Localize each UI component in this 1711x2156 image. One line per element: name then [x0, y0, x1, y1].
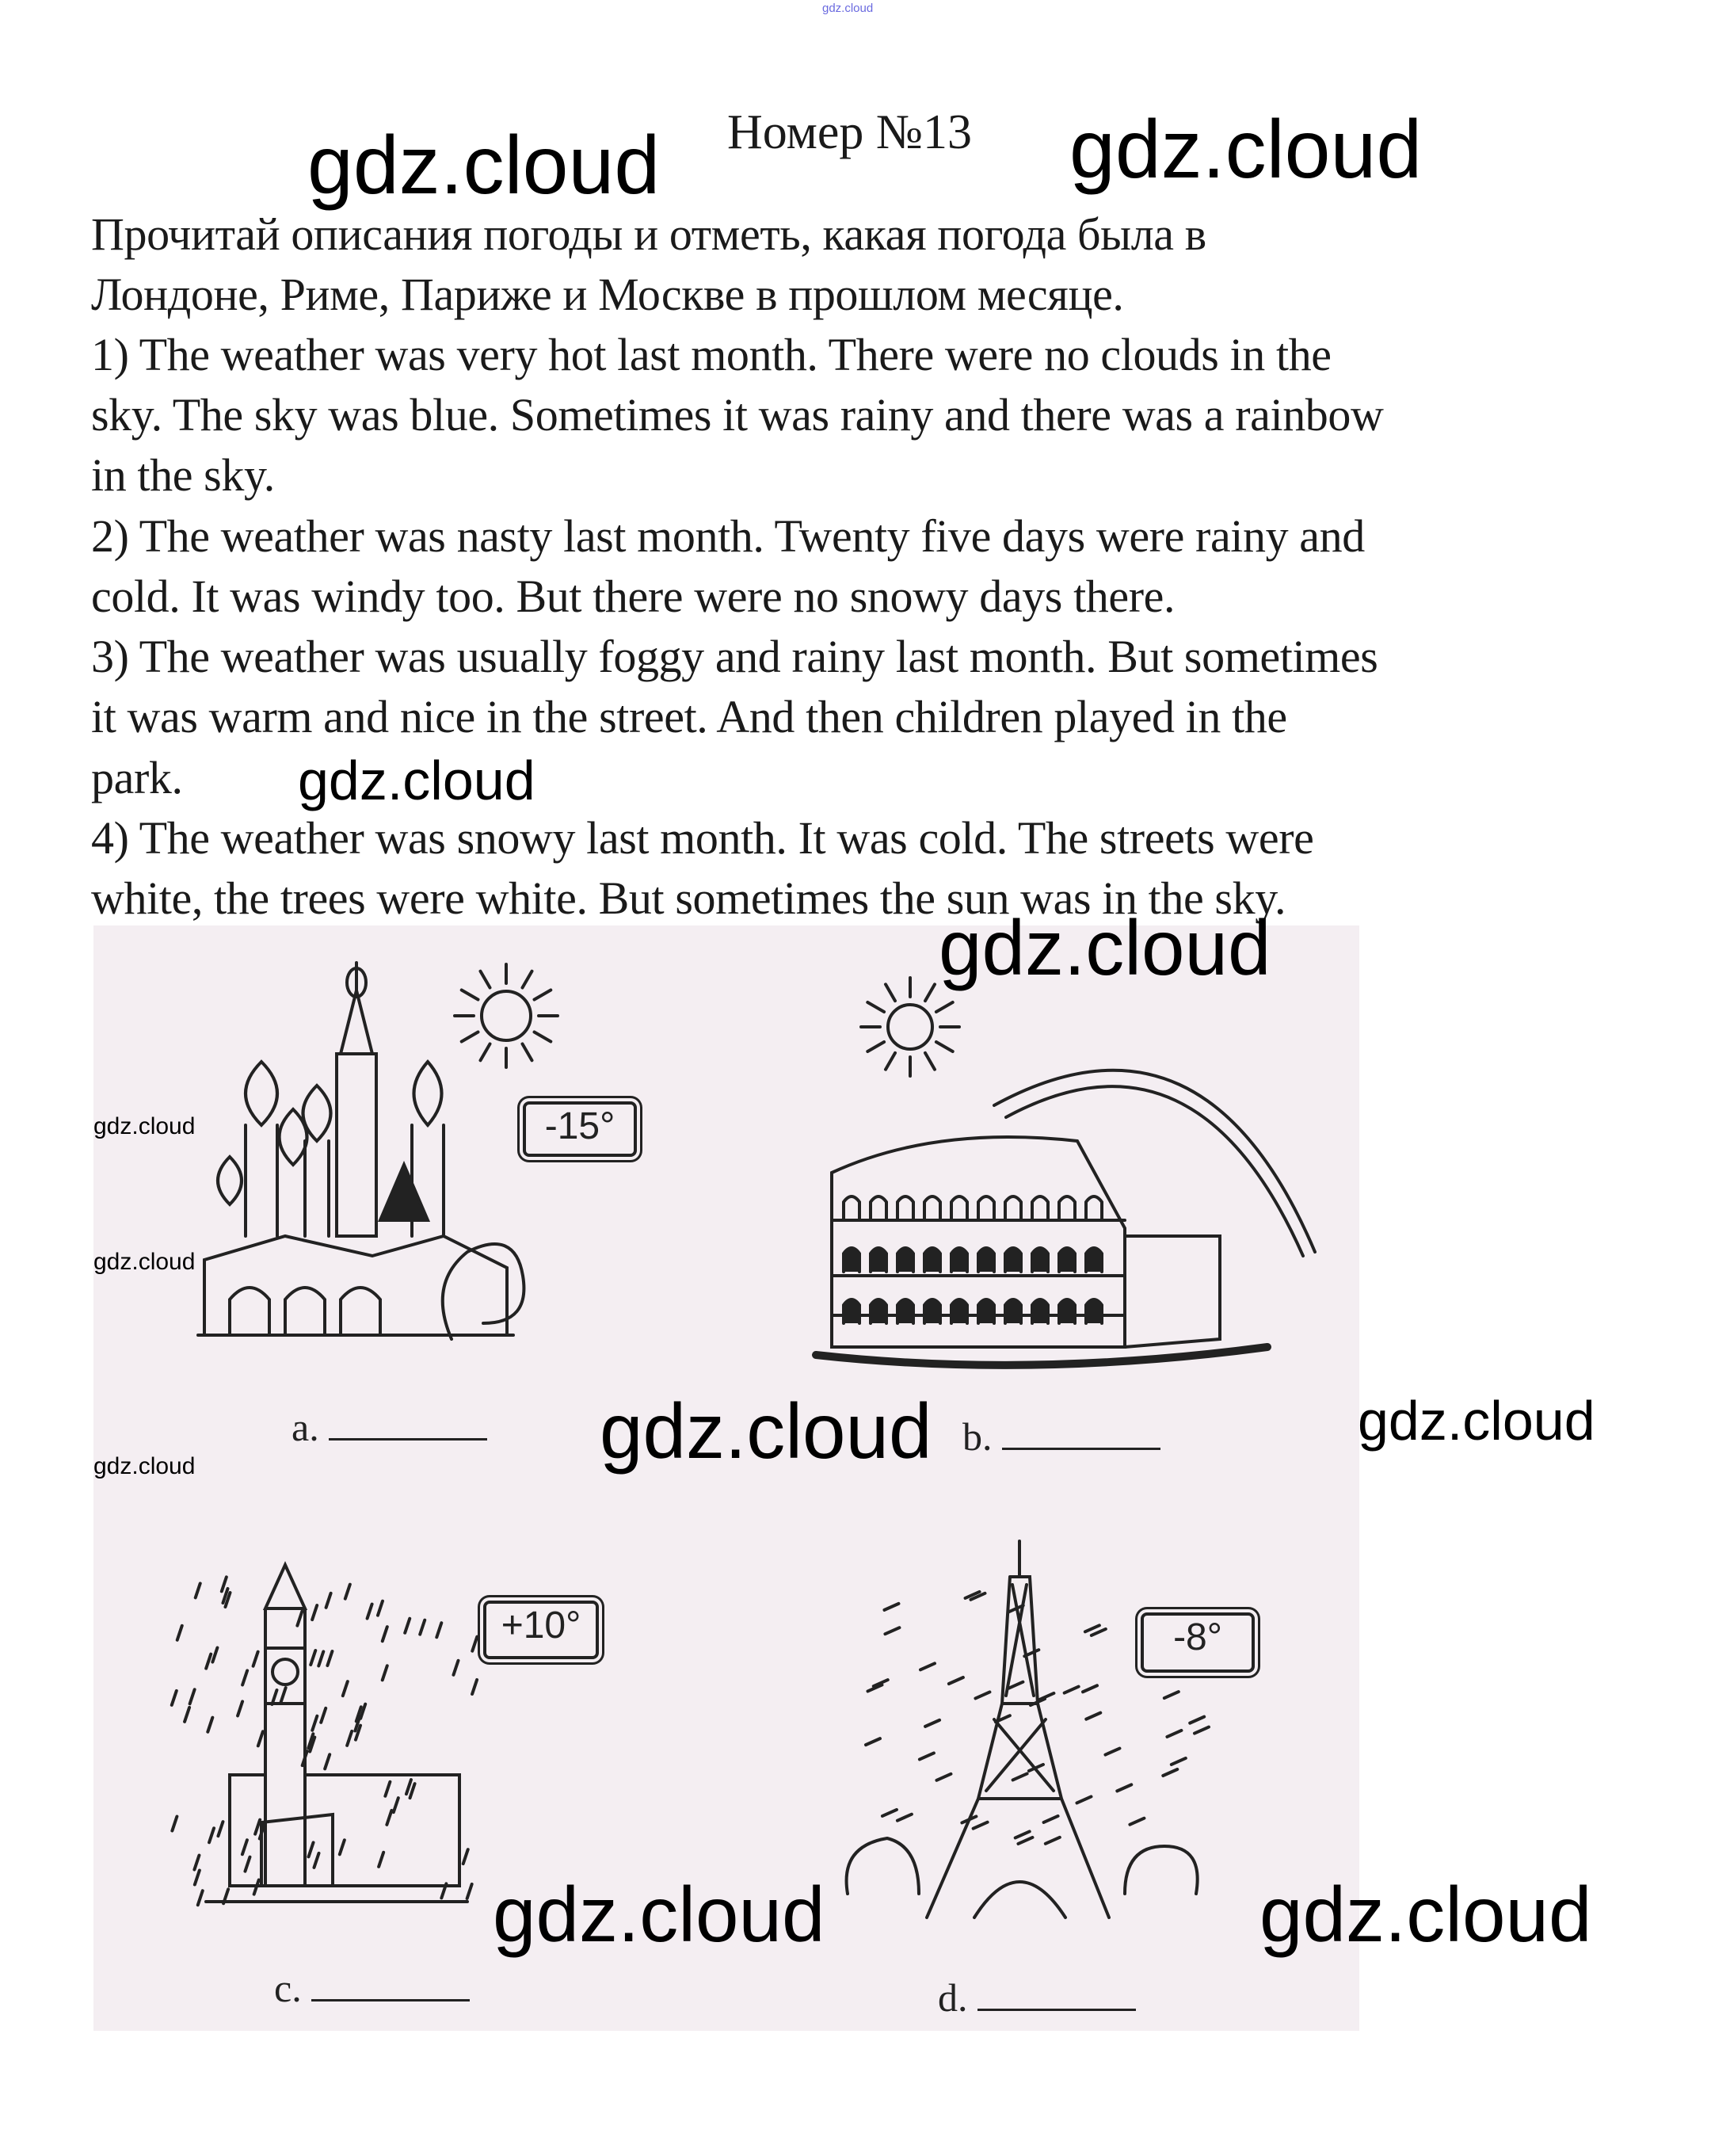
watermark: gdz.cloud — [93, 1113, 196, 1139]
colosseum-arch — [951, 1248, 967, 1272]
label-c: c. — [274, 1966, 302, 2010]
description-3-line: it was warm and nice in the street. And then children played in the — [91, 691, 1287, 742]
colosseum-arch — [1032, 1299, 1048, 1323]
page-title: Номер №13 — [727, 105, 973, 159]
colosseum-arch — [1059, 1299, 1075, 1323]
instruction-line: Прочитай описания погоды и отметь, какая погода была в — [91, 208, 1206, 260]
description-4-line: white, the trees were white. But sometimes the sun was in the sky. — [91, 872, 1286, 924]
colosseum-arch — [1086, 1299, 1102, 1323]
site-watermark-top: gdz.cloud — [822, 2, 874, 15]
watermark: gdz.cloud — [939, 904, 1271, 991]
watermark: gdz.cloud — [93, 1453, 196, 1479]
watermark: gdz.cloud — [493, 1871, 825, 1958]
colosseum-arch — [1005, 1248, 1021, 1272]
watermark: gdz.cloud — [298, 750, 535, 811]
colosseum-arch — [897, 1248, 913, 1272]
colosseum-arch — [978, 1248, 994, 1272]
temperature-badge-d: -8° — [1141, 1612, 1255, 1673]
label-d: d. — [938, 1975, 968, 2020]
colosseum-arch — [844, 1248, 859, 1272]
colosseum-arch — [871, 1299, 886, 1323]
colosseum-arch — [871, 1248, 886, 1272]
colosseum-arch — [1032, 1248, 1048, 1272]
colosseum-arch — [978, 1299, 994, 1323]
answer-field-d[interactable] — [938, 1975, 1136, 2021]
colosseum-arch — [1005, 1299, 1021, 1323]
watermark: gdz.cloud — [93, 1249, 196, 1275]
description-2-line: 2) The weather was nasty last month. Twenty five days were rainy and — [91, 510, 1365, 562]
label-a: a. — [292, 1405, 319, 1449]
answer-blank[interactable] — [1002, 1444, 1160, 1450]
colosseum-arch — [844, 1299, 859, 1323]
answer-blank[interactable] — [977, 2005, 1136, 2011]
watermark: gdz.cloud — [600, 1387, 932, 1475]
description-1-line: 1) The weather was very hot last month. There were no clouds in the — [91, 329, 1332, 380]
colosseum-arch — [951, 1299, 967, 1323]
colosseum-arch — [924, 1299, 940, 1323]
watermark: gdz.cloud — [307, 120, 661, 212]
temperature-badge-a: -15° — [523, 1101, 637, 1157]
temperature-badge-c: +10° — [483, 1601, 599, 1659]
watermark: gdz.cloud — [1358, 1390, 1595, 1452]
colosseum-arch — [1059, 1248, 1075, 1272]
picture-background — [93, 925, 1359, 2031]
colosseum-arch — [897, 1299, 913, 1323]
answer-blank[interactable] — [329, 1435, 487, 1441]
colosseum-arch — [1086, 1248, 1102, 1272]
description-1-line: in the sky. — [91, 449, 275, 501]
watermark: gdz.cloud — [1259, 1871, 1592, 1958]
description-1-line: sky. The sky was blue. Sometimes it was rainy and there was a rainbow — [91, 389, 1384, 441]
answer-field-b[interactable] — [962, 1414, 1160, 1460]
label-b: b. — [962, 1414, 993, 1459]
instruction-line: Лондоне, Риме, Париже и Москве в прошлом месяце. — [91, 269, 1124, 320]
description-4-line: 4) The weather was snowy last month. It was cold. The streets were — [91, 812, 1314, 864]
description-3-line: 3) The weather was usually foggy and rainy last month. But sometimes — [91, 631, 1378, 682]
description-3-line: park. — [91, 752, 183, 803]
colosseum-arch — [924, 1248, 940, 1272]
description-2-line: cold. It was windy too. But there were no snowy days there. — [91, 570, 1176, 622]
answer-field-a[interactable] — [292, 1404, 487, 1450]
answer-field-c[interactable] — [274, 1965, 470, 2011]
watermark: gdz.cloud — [1069, 104, 1423, 196]
answer-blank[interactable] — [311, 1996, 470, 2001]
